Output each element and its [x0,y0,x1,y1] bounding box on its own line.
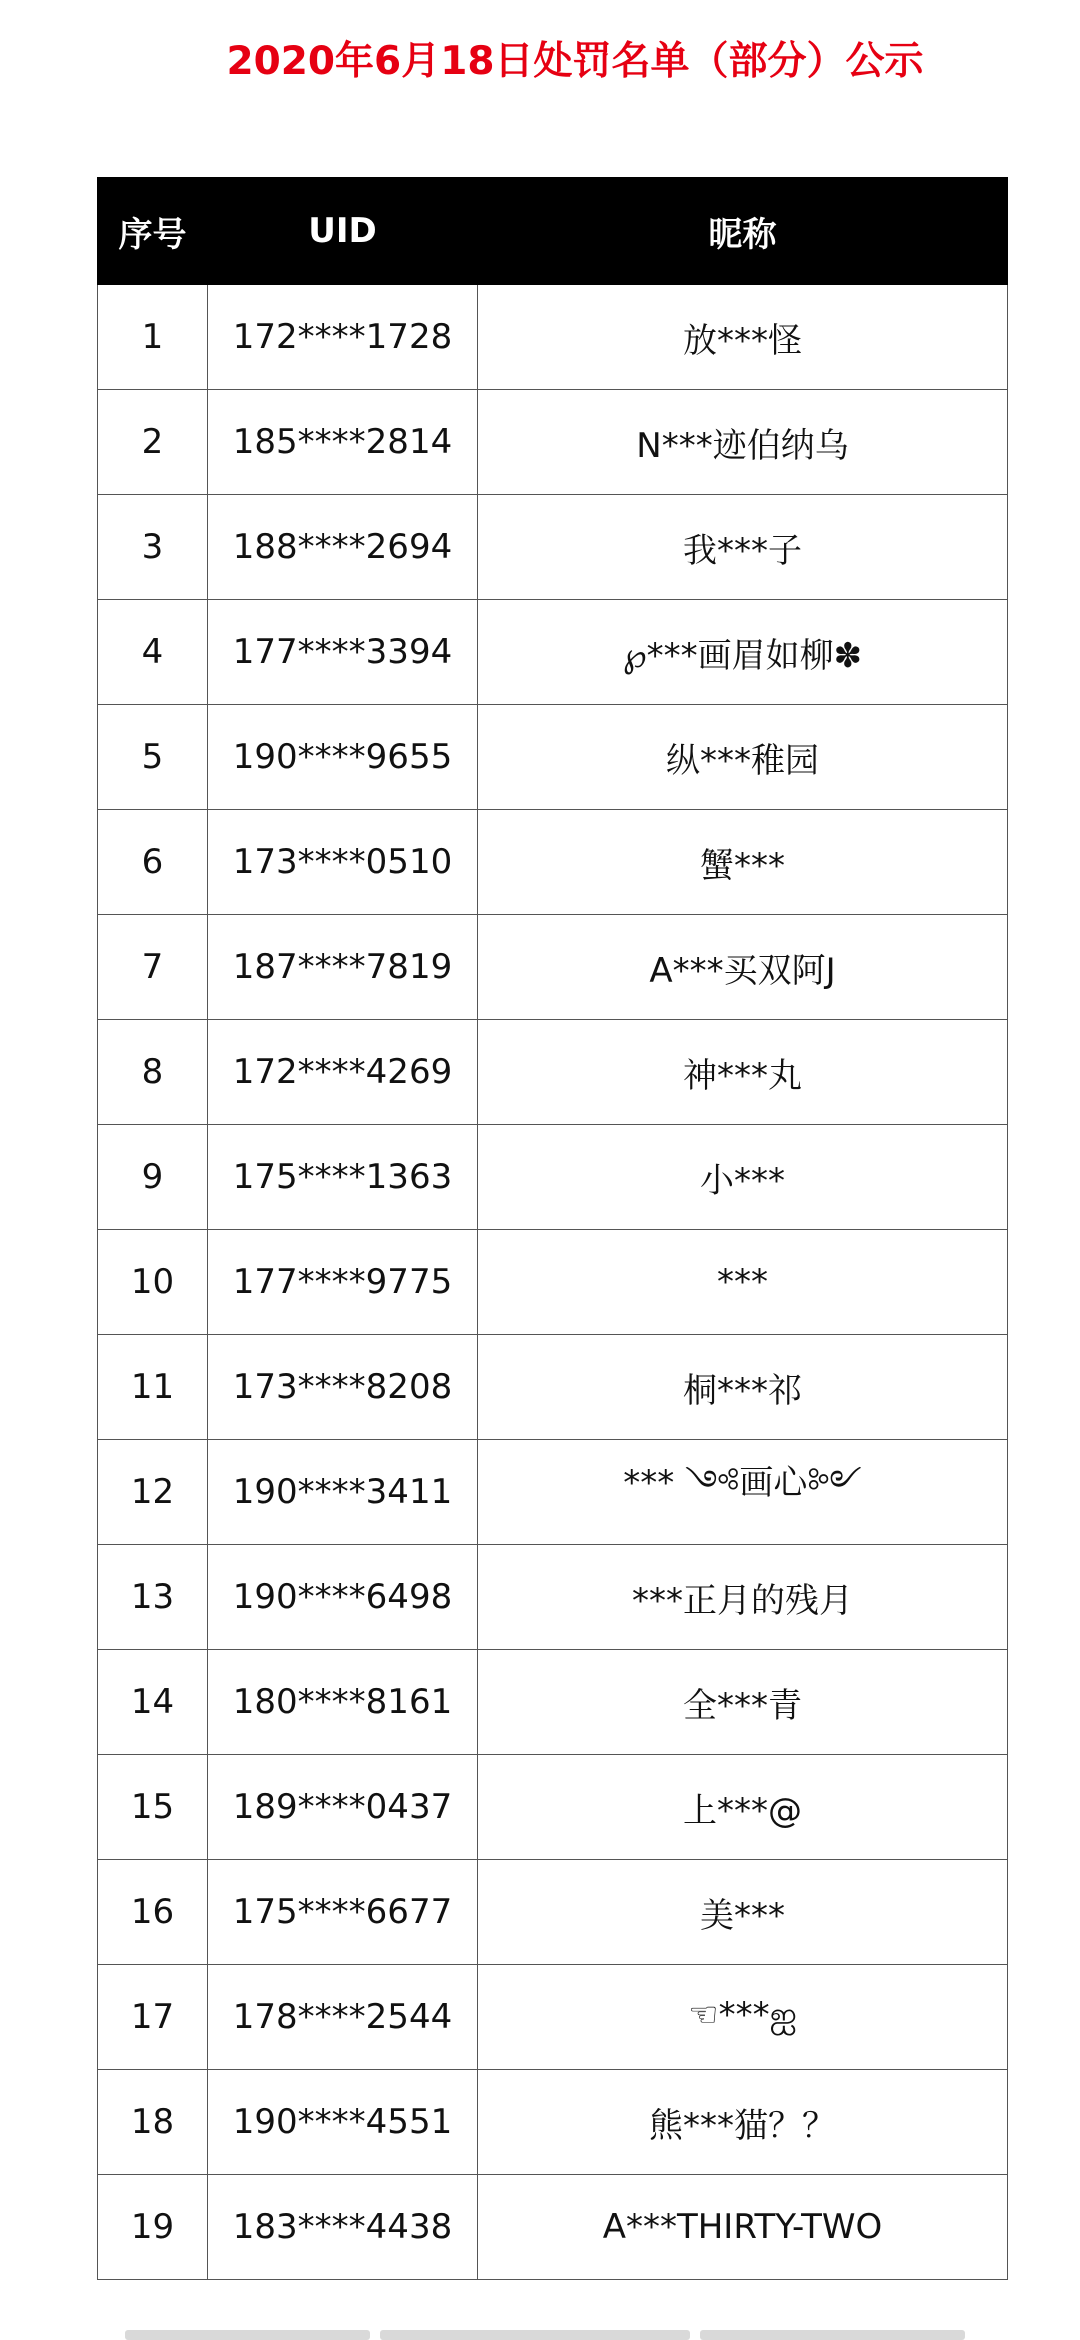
row-serial-number: 13 [98,1545,208,1650]
row-serial-number: 7 [98,915,208,1020]
row-uid: 190****4551 [208,2070,478,2175]
header-uid: UID [208,178,478,285]
table-row [98,810,1008,915]
row-serial-number: 12 [98,1440,208,1545]
row-uid: 183****4438 [208,2175,478,2280]
row-serial-number: 5 [98,705,208,810]
row-serial-number: 1 [98,285,208,390]
row-nickname: 放***怪 [478,285,1008,390]
row-serial-number: 10 [98,1230,208,1335]
row-nickname: 蟹*** [478,810,1008,915]
row-uid: 190****3411 [208,1440,478,1545]
row-uid: 172****4269 [208,1020,478,1125]
table-row [98,2070,1008,2175]
row-nickname: 神***丸 [478,1020,1008,1125]
horizontal-scroll-indicator[interactable] [125,2330,965,2340]
table-row [98,2175,1008,2280]
row-serial-number: 15 [98,1755,208,1860]
row-serial-number: 18 [98,2070,208,2175]
row-uid: 177****3394 [208,600,478,705]
row-uid: 190****9655 [208,705,478,810]
row-serial-number: 9 [98,1125,208,1230]
table-row [98,285,1008,390]
table-row [98,1545,1008,1650]
table-row [98,1965,1008,2070]
row-nickname: *** ༺画心༻ [478,1440,1008,1545]
table-header-row [98,178,1008,285]
row-uid: 175****1363 [208,1125,478,1230]
row-uid: 177****9775 [208,1230,478,1335]
row-serial-number: 8 [98,1020,208,1125]
row-nickname: A***买双阿J [478,915,1008,1020]
table-row [98,1755,1008,1860]
table-row [98,1860,1008,1965]
row-nickname: 纵***稚园 [478,705,1008,810]
page-title: 2020年6月18日处罚名单（部分）公示 [226,39,924,84]
table-row [98,495,1008,600]
table-row [98,915,1008,1020]
row-serial-number: 16 [98,1860,208,1965]
table-row [98,1020,1008,1125]
table-row [98,1650,1008,1755]
row-serial-number: 11 [98,1335,208,1440]
row-serial-number: 6 [98,810,208,915]
table-row [98,705,1008,810]
row-serial-number: 4 [98,600,208,705]
header-nickname: 昵称 [478,178,1008,285]
row-uid: 188****2694 [208,495,478,600]
row-uid: 173****0510 [208,810,478,915]
row-serial-number: 17 [98,1965,208,2070]
row-uid: 175****6677 [208,1860,478,1965]
row-nickname: 熊***猫？？ [478,2070,1008,2175]
row-nickname: 全***青 [478,1650,1008,1755]
row-serial-number: 2 [98,390,208,495]
row-nickname: 我***子 [478,495,1008,600]
row-nickname: N***迹伯纳乌 [478,390,1008,495]
row-nickname: ℘***画眉如柳✽ [478,600,1008,705]
table-row [98,600,1008,705]
row-uid: 189****0437 [208,1755,478,1860]
row-uid: 185****2814 [208,390,478,495]
table-row [98,1230,1008,1335]
row-nickname: 小*** [478,1125,1008,1230]
row-serial-number: 3 [98,495,208,600]
row-nickname: 桐***祁 [478,1335,1008,1440]
scroll-segment [380,2330,690,2340]
table-row [98,1440,1008,1545]
row-nickname: 上***@ [478,1755,1008,1860]
row-nickname: ***正月的残月 [478,1545,1008,1650]
row-uid: 173****8208 [208,1335,478,1440]
row-uid: 180****8161 [208,1650,478,1755]
row-uid: 172****1728 [208,285,478,390]
row-nickname: A***THIRTY-TWO [478,2175,1008,2280]
table-row [98,1335,1008,1440]
row-serial-number: 19 [98,2175,208,2280]
row-nickname: 美*** [478,1860,1008,1965]
scroll-segment [125,2330,370,2340]
table-row [98,390,1008,495]
row-uid: 178****2544 [208,1965,478,2070]
header-serial-number: 序号 [98,178,208,285]
row-serial-number: 14 [98,1650,208,1755]
row-uid: 187****7819 [208,915,478,1020]
row-nickname: ☜***ஐ [478,1965,1008,2070]
penalty-list-table [97,177,1008,2280]
scroll-segment [700,2330,965,2340]
table-row [98,1125,1008,1230]
row-nickname: *** [478,1230,1008,1335]
row-uid: 190****6498 [208,1545,478,1650]
